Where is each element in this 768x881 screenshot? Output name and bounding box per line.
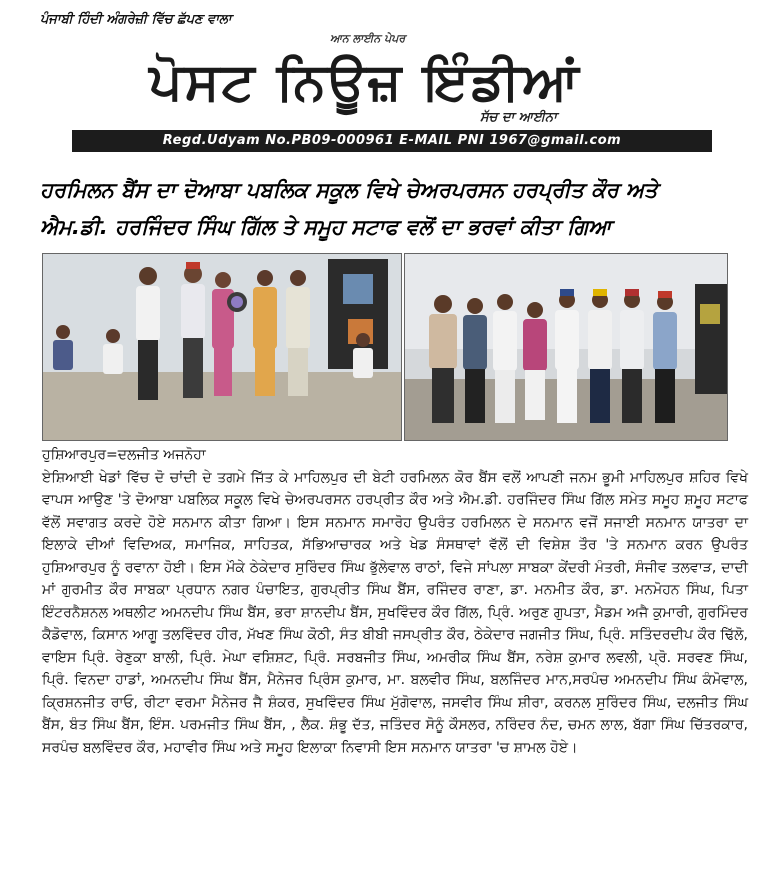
article-paragraph: ਏਸ਼ਿਆਈ ਖੇਡਾਂ ਵਿੱਚ ਦੋ ਚਾਂਦੀ ਦੇ ਤਗਮੇ ਜਿੱਤ ਕੇ ਮਾਹਿਲਪੁਰ ਦੀ ਬੇਟੀ ਹਰਮਿਲਨ ਕੋਰ ਬੈਂਸ ਵਲੋਂ ਆਪਣੀ ਜਨਮ ਭੂਮੀ ਮਾਹਿਲਪੁਰ ਸ਼ਹਿਰ ਵਿਖੇ ਵਾਪਸ ਆਉਣ 'ਤੇ ਦੋਆਬਾ ਪਬਲਿਕ ਸਕੂਲ ਵਿਖੇ ਚੇਅਰਪਰਸਨ ਹਰਪ੍ਰੀਤ ਕੌਰ ਅਤੇ ਐਮ.ਡੀ. ਹਰਜਿੰਦਰ ਸਿੰਘ ਗਿੱਲ ਸਮੇਤ ਸਮੂਹ ਸ਼ਮੂਹ ਸਟਾਫ ਵੱਲੋਂ ਸਵਾਗਤ ਕਰਦੇ ਹੋਏ ਸਨਮਾਨ ਕੀਤਾ ਗਿਆ। ਇਸ ਸਨਮਾਨ ਸਮਾਰੋਹ ਉਪਰੰਤ ਹਰਮਿਲਨ ਦੇ ਸਨਮਾਨ ਵਜੋਂ ਸਜਾਈ ਸਨਮਾਨ ਯਾਤਰਾ ਦਾ ਇਲਾਕੇ ਦੀਆਂ ਵਿਦਿਅਕ, ਸਮਾਜਿਕ, ਸਾਹਿਤਕ, ਸੱਭਿਆਚਾਰਕ ਅਤੇ ਖੇਡ ਸੰਸਥਾਵਾਂ ਵੱਲੋਂ ਦੀ ਵਿਸ਼ੇਸ਼ ਤੌਰ 'ਤੇ ਸਨਮਾਨ ਕਰਨ ਉਪਰੰਤ ਹੁਸ਼ਿਆਰਪੁਰ ਨੂੰ ਰਵਾਨਾ ਹੋਈ। ਇਸ ਮੌਕੇ ਠੇਕੇਦਾਰ ਸੁਰਿੰਦਰ ਸਿੰਘ ਭੁੱਲੇਵਾਲ ਰਾਠਾਂ, ਵਿਜੇ ਸਾਂਪਲਾ ਸਾਬਕਾ ਕੇਂਦਰੀ ਮੰਤਰੀ, ਸੰਜੀਵ ਤਲਵਾੜ, ਦਾਦੀ ਮਾਂ ਗੁਰਮੀਤ ਕੌਰ ਸਾਬਕਾ ਪ੍ਰਧਾਨ ਨਗਰ ਪੰਚਾਇਤ, ਗੁਰਪ੍ਰੀਤ ਸਿੰਘ ਬੈਂਸ, ਰਜਿੰਦਰ ਰਾਣਾ, ਡਾ. ਮਨਮੀਤ ਕੌਰ, ਡਾ. ਮਨਮੋਹਨ ਸਿੰਘ, ਪਿਤਾ ਇੰਟਰਨੈਸ਼ਨਲ ਅਥਲੀਟ ਅਮਨਦੀਪ ਸਿੰਘ ਬੈਂਸ, ਭਰਾ ਸ਼ਾਨਦੀਪ ਬੈਂਸ, ਸੁਖਵਿੰਦਰ ਕੌਰ ਗਿੱਲ, ਪ੍ਰਿੰ. ਅਰੁਣ ਗੁਪਤਾ, ਮੈਡਮ ਅਜੈ ਕੁਮਾਰੀ, ਗੁਰਮਿੰਦਰ ਕੈਡੋਵਾਲ, ਕਿਸਾਨ ਆਗੂ ਤਲਵਿੰਦਰ ਹੀਰ, ਮੱਖਣ ਸਿੰਘ ਕੋਠੀ, ਸੰਤ ਬੀਬੀ ਜਸਪ੍ਰੀਤ ਕੌਰ, ਠੇਕੇਦਾਰ ਜਗਜੀਤ ਸਿੰਘ, ਪ੍ਰਿੰ. ਸਤਿੰਦਰਦੀਪ ਕੌਰ ਢਿੱਲੋ, ਵਾਇਸ ਪ੍ਰਿੰ. ਰੇਣੁਕਾ ਬਾਲੀ, ਪ੍ਰਿੰ. ਮੇਘਾ ਵਸ਼ਿਸ਼ਟ, ਪ੍ਰਿੰ. ਸਰਬਜੀਤ ਸਿੰਘ, ਅਮਰੀਕ ਸਿੰਘ ਬੈਂਸ, ਨਰੇਸ਼ ਕੁਮਾਰ ਲਵਲੀ, ਪ੍ਰੋ. ਸਰਵਣ ਸਿੰਘ, ਪ੍ਰਿੰ. ਵਿਨਦਾ ਹਾਡਾਂ, ਅਮਨਦੀਪ ਸਿੰਘ ਬੈਂਸ, ਮੈਨੇਜਰ ਪ੍ਰਿੰਸ ਕੁਮਾਰ, ਮਾ. ਬਲਵੀਰ ਸਿੰਘ, ਬਲਜਿੰਦਰ ਮਾਨ,ਸਰਪੰਚ ਅਮਨਦੀਪ ਸਿੰਘ ਕੰਮੋਵਾਲ, ਕ੍ਰਿਸ਼ਨਜੀਤ ਰਾਓ, ਰੀਟਾ ਵਰਮਾ ਮੈਨੇਜਰ ਜੈ ਸ਼ੰਕਰ, ਸੁਖਵਿੰਦਰ ਸਿੰਘ ਮੁੱਗੋਵਾਲ, ਜਸਵੀਰ ਸਿੰਘ ਸ਼ੀਰਾ, ਕਰਨਲ ਸੁਰਿੰਦਰ ਸਿੰਘ, ਦਲਜੀਤ ਸਿੰਘ ਬੈਂਸ, ਬੰਤ ਸਿੰਘ ਬੈਂਸ, ਇੰਸ. ਪਰਮਜੀਤ ਸਿੰਘ ਬੈਂਸ, , ਲੈਕ. ਸ਼ੰਭੂ ਦੱਤ, ਜਤਿੰਦਰ ਸੋਨੂੰ ਕੌਸਲਰ, ਨਰਿੰਦਰ ਨੰਦ, ਚਮਨ ਲਾਲ, ਬੱਗਾ ਸਿੰਘ ਚਿੱਤਰਕਾਰ, ਸਰਪੰਚ ਬਲਵਿੰਦਰ ਕੌਰ, ਮਹਾਵੀਰ ਸਿੰਘ ਅਤੇ ਸਮੂਹ ਇਲਾਕਾ ਨਿਵਾਸੀ ਇਸ ਸਨਮਾਨ ਯਾਤਰਾ 'ਚ ਸ਼ਾਮਲ ਹੋਏ। xyxy=(42,469,748,756)
photo-felicitation-stage xyxy=(42,253,402,441)
masthead-motto: ਸੱਚ ਦਾ ਆਈਨਾ xyxy=(480,110,557,125)
photo-group-standing xyxy=(404,253,728,441)
article-body xyxy=(42,444,748,759)
registration-bar: Regd.Udyam No.PB09-000961 E-MAIL PNI 1967@gmail.com xyxy=(72,130,712,152)
photo-left-illustration xyxy=(43,254,401,440)
photo-right-illustration xyxy=(405,254,727,440)
masthead xyxy=(40,12,690,152)
headline-line-2: ਐਮ.ਡੀ. ਹਰਜਿੰਦਰ ਸਿੰਘ ਗਿੱਲ ਤੇ ਸਮੂਹ ਸਟਾਫ ਵਲੋਂ ਦਾ ਭਰਵਾਂ ਕੀਤਾ ਗਿਆ xyxy=(40,215,612,239)
masthead-tagline: ਪੰਜਾਬੀ ਹਿੰਦੀ ਅੰਗਰੇਜ਼ੀ ਵਿੱਚ ਛੱਪਣ ਵਾਲਾ xyxy=(40,12,232,27)
article-headline xyxy=(40,172,740,246)
headline-line-1: ਹਰਮਿਲਨ ਬੈਂਸ ਦਾ ਦੋਆਬਾ ਪਬਲਿਕ ਸਕੂਲ ਵਿਖੇ ਚੇਅਰਪਰਸਨ ਹਰਪ੍ਰੀਤ ਕੌਰ ਅਤੇ xyxy=(40,178,658,202)
article-dateline: ਹੁਸ਼ਿਆਰਪੁਰ=ਦਲਜੀਤ ਅਜਨੋਹਾ xyxy=(42,447,206,463)
newspaper-logo-title: ਪੋਸਟ ਨਿਊਜ਼ ਇੰਡੀਆਂ xyxy=(149,51,581,112)
masthead-subtagline: ਆਨ ਲਾਈਨ ਪੇਪਰ xyxy=(330,32,406,45)
